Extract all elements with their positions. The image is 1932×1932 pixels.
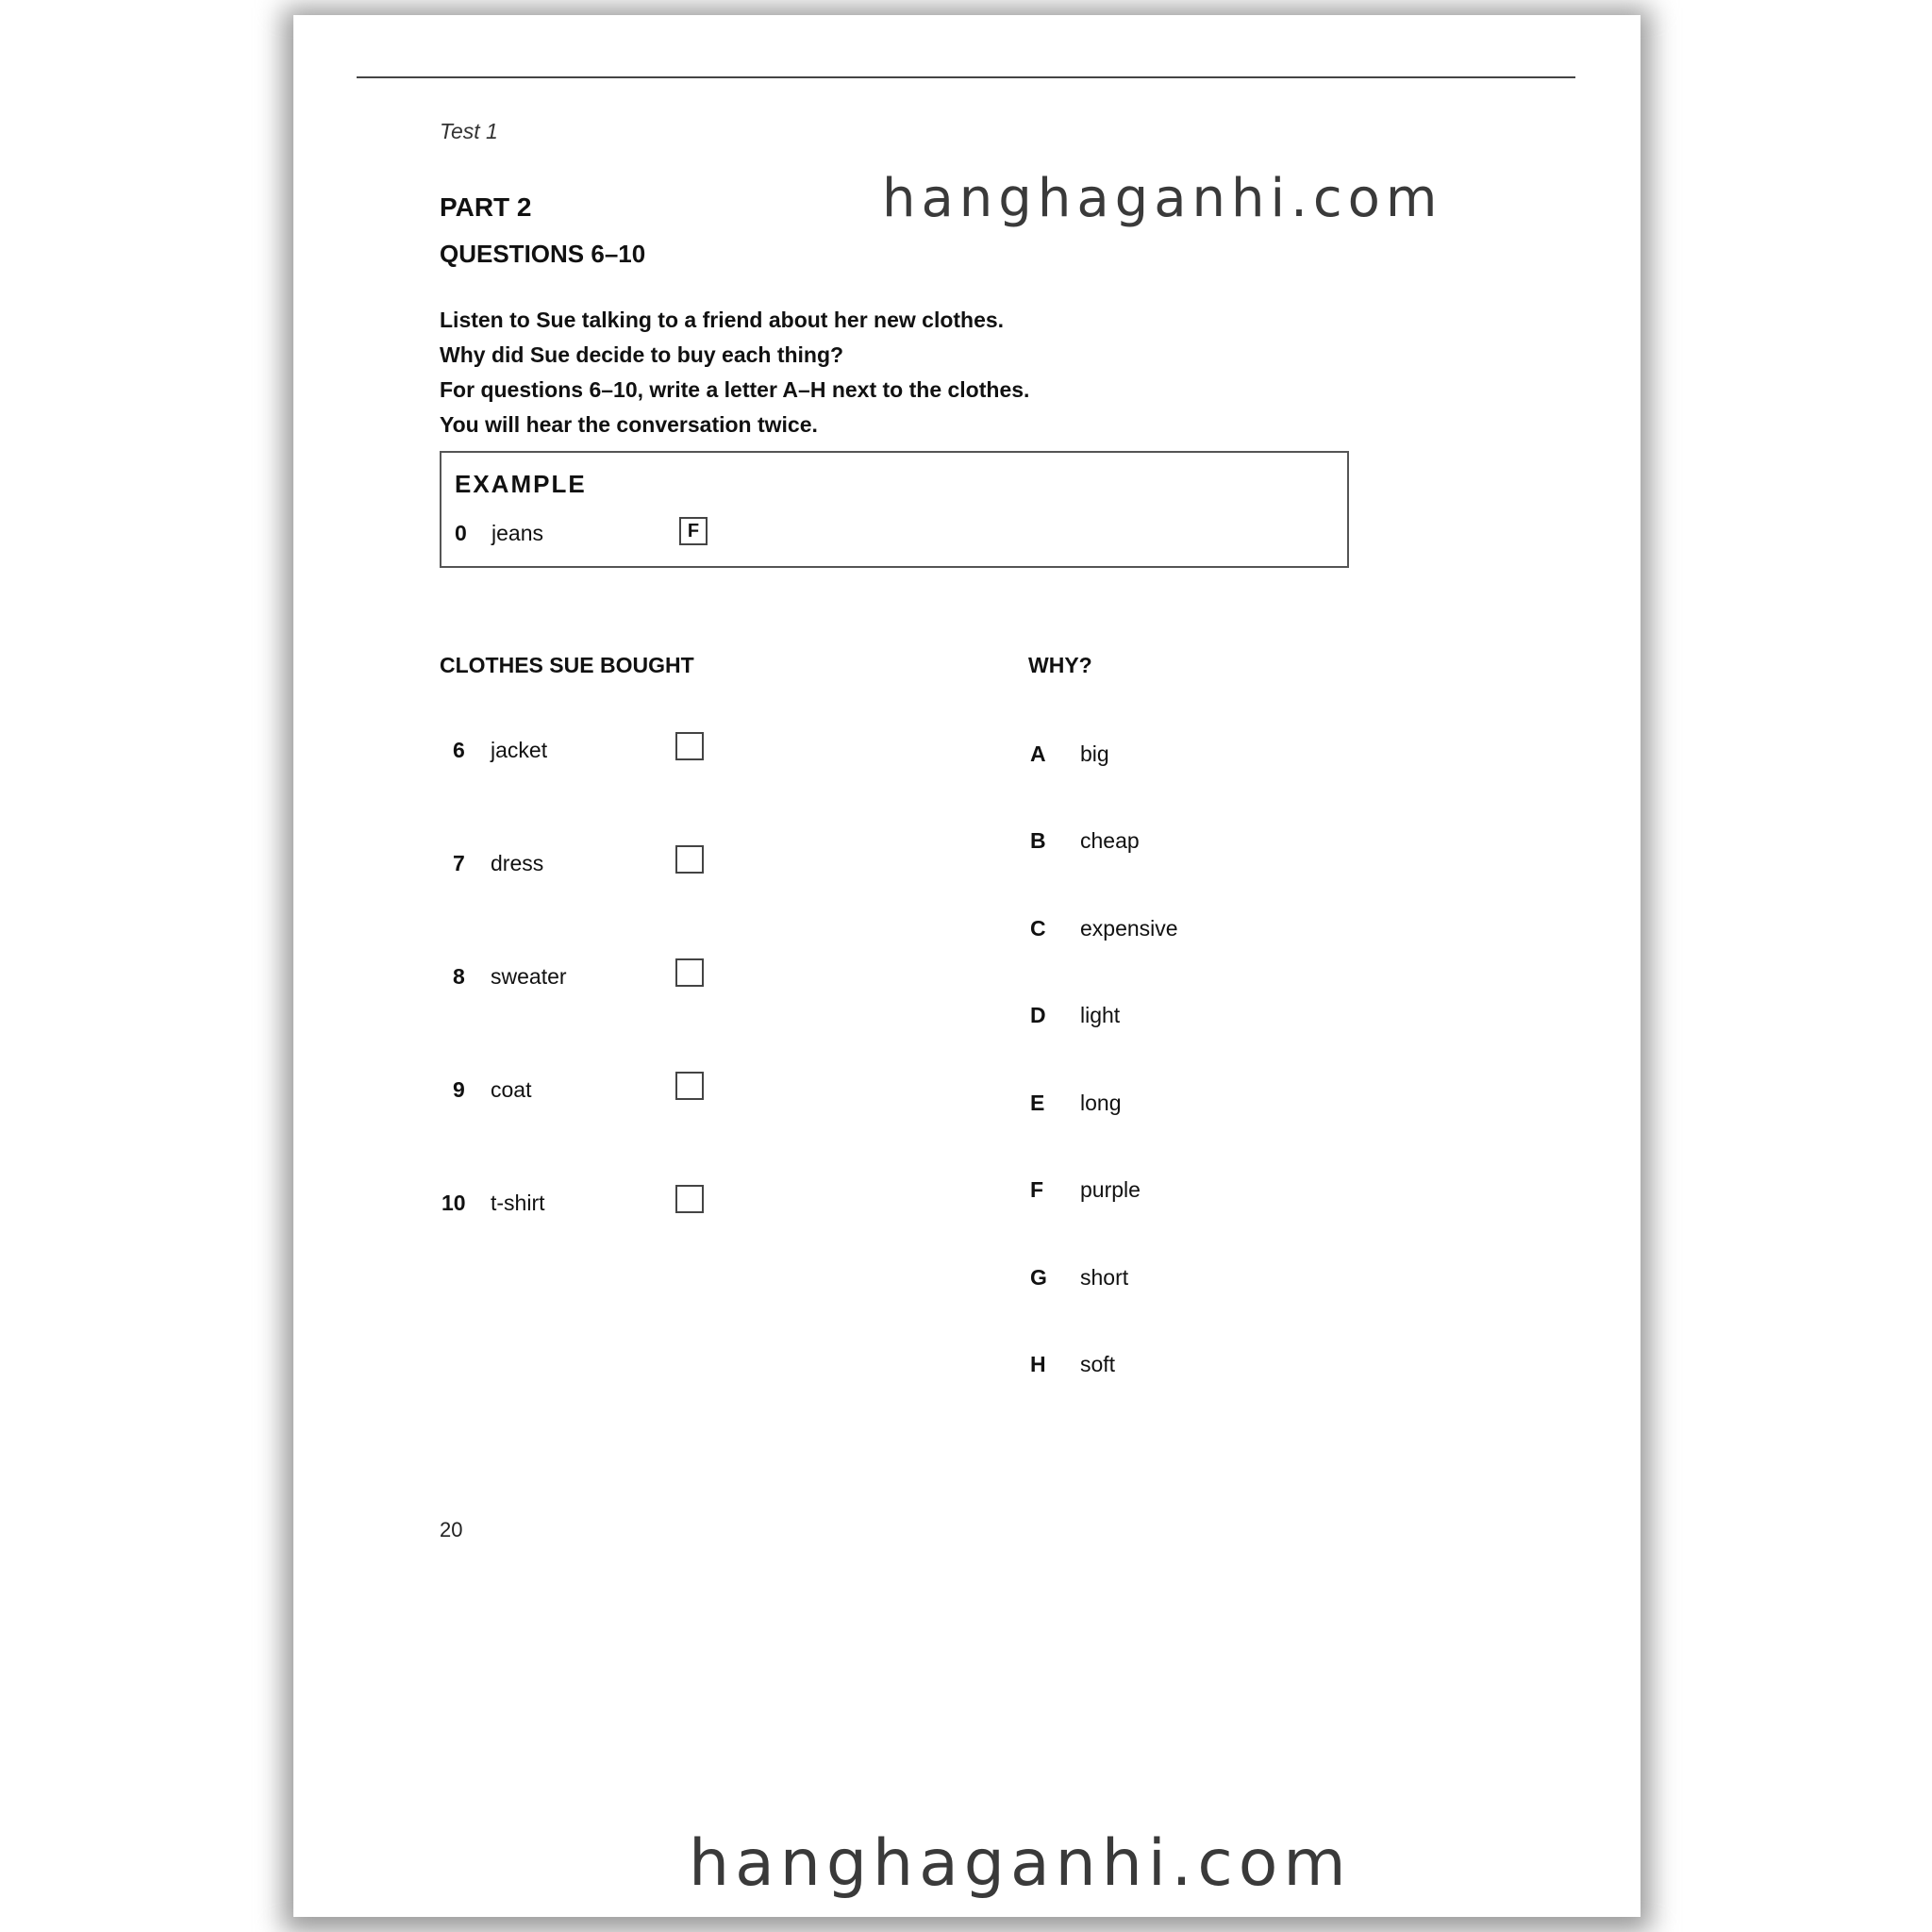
- why-heading: WHY?: [1028, 653, 1092, 677]
- option-letter: G: [1030, 1265, 1047, 1290]
- option-letter: F: [1030, 1177, 1044, 1202]
- example-title: EXAMPLE: [455, 470, 587, 498]
- question-number: 10: [441, 1191, 466, 1215]
- answer-box[interactable]: [675, 958, 704, 987]
- question-item: dress: [491, 851, 544, 875]
- question-number: 9: [453, 1077, 465, 1102]
- instruction-line: You will hear the conversation twice.: [440, 412, 818, 437]
- question-number: 7: [453, 851, 465, 875]
- question-item: jacket: [491, 738, 548, 762]
- option-text: purple: [1080, 1177, 1141, 1202]
- example-box: [440, 451, 1349, 568]
- answer-box[interactable]: [675, 1072, 704, 1100]
- part-title: PART 2: [440, 192, 532, 222]
- question-item: coat: [491, 1077, 532, 1102]
- option-letter: H: [1030, 1352, 1046, 1376]
- clothes-heading: CLOTHES SUE BOUGHT: [440, 653, 694, 677]
- option-text: expensive: [1080, 916, 1178, 941]
- questions-title: QUESTIONS 6–10: [440, 240, 646, 268]
- option-letter: B: [1030, 828, 1046, 853]
- option-letter: D: [1030, 1003, 1046, 1027]
- instruction-line: Listen to Sue talking to a friend about her new clothes.: [440, 308, 1005, 332]
- instruction-line: Why did Sue decide to buy each thing?: [440, 342, 844, 367]
- page-number: 20: [440, 1518, 463, 1541]
- question-item: sweater: [491, 964, 567, 989]
- example-number: 0: [455, 521, 467, 545]
- answer-box[interactable]: [675, 732, 704, 760]
- answer-box[interactable]: [675, 1185, 704, 1213]
- option-text: light: [1080, 1003, 1121, 1027]
- question-number: 6: [453, 738, 465, 762]
- watermark-top: hanghaganhi.com: [882, 168, 1443, 229]
- option-text: short: [1080, 1265, 1129, 1290]
- header-rule: [357, 76, 1575, 78]
- instruction-line: For questions 6–10, write a letter A–H next to the clothes.: [440, 377, 1030, 402]
- option-text: big: [1080, 741, 1109, 766]
- watermark-bottom: hanghaganhi.com: [689, 1826, 1352, 1901]
- option-text: long: [1080, 1091, 1122, 1115]
- option-letter: C: [1030, 916, 1046, 941]
- test-label: Test 1: [440, 119, 498, 143]
- option-text: cheap: [1080, 828, 1140, 853]
- document-page: [293, 15, 1641, 1917]
- option-letter: E: [1030, 1091, 1045, 1115]
- example-item: jeans: [491, 521, 543, 545]
- option-letter: A: [1030, 741, 1046, 766]
- option-text: soft: [1080, 1352, 1116, 1376]
- answer-box[interactable]: [675, 845, 704, 874]
- question-item: t-shirt: [491, 1191, 545, 1215]
- example-answer-box: F: [679, 517, 708, 545]
- question-number: 8: [453, 964, 465, 989]
